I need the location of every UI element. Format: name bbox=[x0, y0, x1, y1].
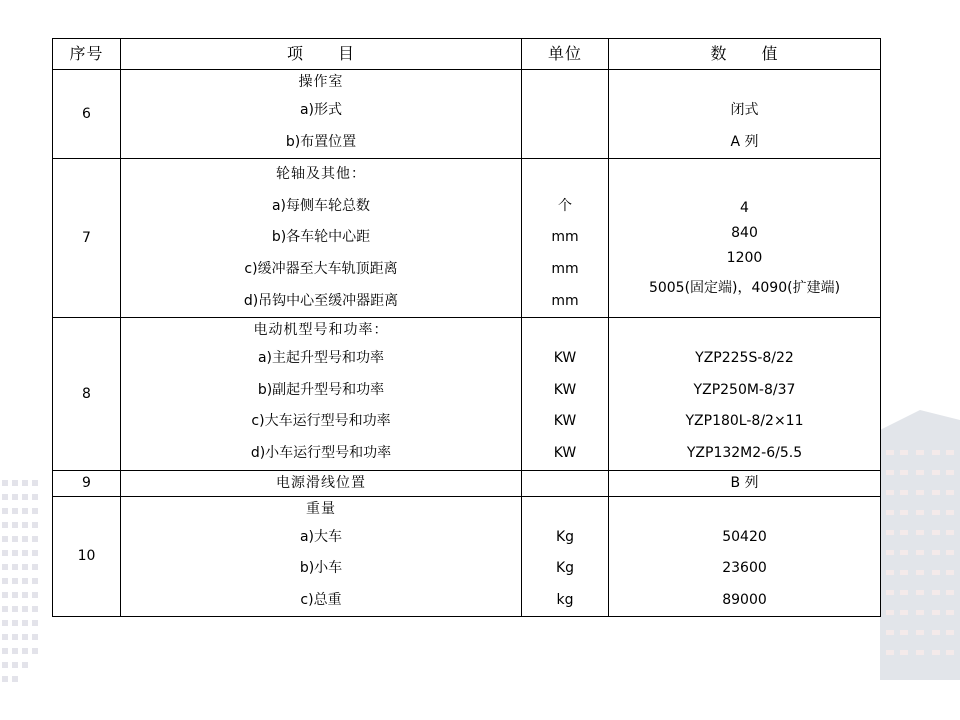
seq-number: 9 bbox=[82, 475, 91, 492]
unit-line bbox=[522, 127, 608, 159]
seq-cell bbox=[53, 470, 121, 496]
item-line: d)小车运行型号和功率 bbox=[250, 444, 392, 461]
unit-line: KW bbox=[553, 413, 577, 430]
item-line: 电源滑线位置 bbox=[276, 474, 366, 491]
item-line: 电动机型号和功率： bbox=[253, 322, 389, 339]
item-cell bbox=[121, 159, 522, 318]
header-unit bbox=[522, 39, 609, 70]
spec-table-container bbox=[52, 38, 880, 617]
decorative-building-right bbox=[880, 410, 960, 680]
item-cell bbox=[121, 318, 522, 470]
value-line: 闭式 bbox=[730, 102, 759, 118]
value-line: 5005(固定端)，4090(扩建端) bbox=[648, 279, 841, 296]
table-row bbox=[53, 470, 881, 496]
seq-number: 6 bbox=[82, 106, 91, 123]
value-line: YZP132M2-6/5.5 bbox=[686, 444, 803, 461]
unit-cell bbox=[522, 70, 609, 159]
value-line: B 列 bbox=[730, 474, 759, 491]
value-cell bbox=[609, 318, 881, 470]
unit-line: KW bbox=[553, 350, 577, 367]
item-line: b)布置位置 bbox=[285, 133, 357, 150]
seq-number: 10 bbox=[77, 548, 96, 565]
item-cell bbox=[121, 70, 522, 159]
unit-cell bbox=[522, 159, 609, 318]
value-line: YZP250M-8/37 bbox=[693, 381, 796, 398]
value-line: YZP225S-8/22 bbox=[695, 350, 794, 367]
item-line: a)每侧车轮总数 bbox=[271, 197, 371, 214]
table-row bbox=[53, 318, 881, 470]
value-line: 23600 bbox=[722, 560, 767, 577]
unit-line bbox=[522, 497, 608, 522]
item-cell bbox=[121, 496, 522, 617]
value-line: 840 bbox=[731, 224, 758, 241]
decorative-building-left bbox=[0, 470, 40, 700]
item-line: b)副起升型号和功率 bbox=[257, 381, 385, 398]
seq-cell bbox=[53, 318, 121, 470]
unit-line: 个 bbox=[558, 197, 572, 214]
item-line: a)主起升型号和功率 bbox=[257, 350, 385, 367]
unit-line: Kg bbox=[555, 528, 575, 545]
value-line bbox=[609, 171, 880, 196]
unit-line: KW bbox=[553, 444, 577, 461]
value-line bbox=[609, 318, 880, 343]
value-cell bbox=[609, 159, 881, 318]
value-cell bbox=[609, 496, 881, 617]
header-value-label: 数 值 bbox=[710, 44, 779, 63]
value-cell bbox=[609, 470, 881, 496]
unit-line: mm bbox=[551, 229, 579, 246]
unit-line: KW bbox=[553, 381, 577, 398]
value-line: 1200 bbox=[726, 249, 763, 266]
seq-number: 8 bbox=[82, 385, 91, 402]
unit-line: kg bbox=[556, 591, 574, 608]
item-line: b)小车 bbox=[299, 560, 343, 577]
seq-number: 7 bbox=[82, 230, 91, 247]
unit-line: mm bbox=[551, 292, 579, 309]
item-line: d)吊钩中心至缓冲器距离 bbox=[243, 292, 399, 309]
value-line: YZP180L-8/2×11 bbox=[685, 413, 804, 430]
table-row bbox=[53, 496, 881, 617]
value-line: 89000 bbox=[722, 591, 767, 608]
table-header-row bbox=[53, 39, 881, 70]
value-line: 50420 bbox=[722, 528, 767, 545]
crane-spec-table bbox=[52, 38, 881, 617]
header-seq bbox=[53, 39, 121, 70]
value-line: 4 bbox=[740, 199, 749, 216]
unit-line bbox=[522, 95, 608, 127]
seq-cell bbox=[53, 496, 121, 617]
unit-cell bbox=[522, 496, 609, 617]
unit-line bbox=[522, 318, 608, 343]
header-value bbox=[609, 39, 881, 70]
item-line: 轮轴及其他： bbox=[276, 166, 366, 183]
unit-line bbox=[522, 159, 608, 191]
value-line bbox=[609, 497, 880, 522]
table-row bbox=[53, 159, 881, 318]
unit-line: Kg bbox=[555, 560, 575, 577]
unit-line bbox=[522, 70, 608, 95]
unit-cell bbox=[522, 470, 609, 496]
item-line: c)缓冲器至大车轨顶距离 bbox=[244, 260, 398, 277]
header-item bbox=[121, 39, 522, 70]
item-line: a)形式 bbox=[299, 102, 343, 118]
value-cell bbox=[609, 70, 881, 159]
header-unit-label: 单位 bbox=[547, 44, 582, 63]
item-line: a)大车 bbox=[299, 528, 343, 545]
value-line: A 列 bbox=[730, 133, 759, 150]
seq-cell bbox=[53, 70, 121, 159]
seq-cell bbox=[53, 159, 121, 318]
value-line bbox=[609, 70, 880, 95]
unit-cell bbox=[522, 318, 609, 470]
item-line: c)大车运行型号和功率 bbox=[251, 413, 391, 430]
header-seq-label: 序号 bbox=[69, 44, 104, 63]
item-cell bbox=[121, 470, 522, 496]
item-line: 重量 bbox=[306, 500, 336, 517]
unit-line bbox=[522, 471, 608, 496]
item-line: b)各车轮中心距 bbox=[271, 229, 371, 246]
item-line: 操作室 bbox=[298, 74, 344, 90]
item-line: c)总重 bbox=[300, 591, 342, 608]
unit-line: mm bbox=[551, 260, 579, 277]
table-row bbox=[53, 70, 881, 159]
header-item-label: 项 目 bbox=[286, 44, 355, 63]
